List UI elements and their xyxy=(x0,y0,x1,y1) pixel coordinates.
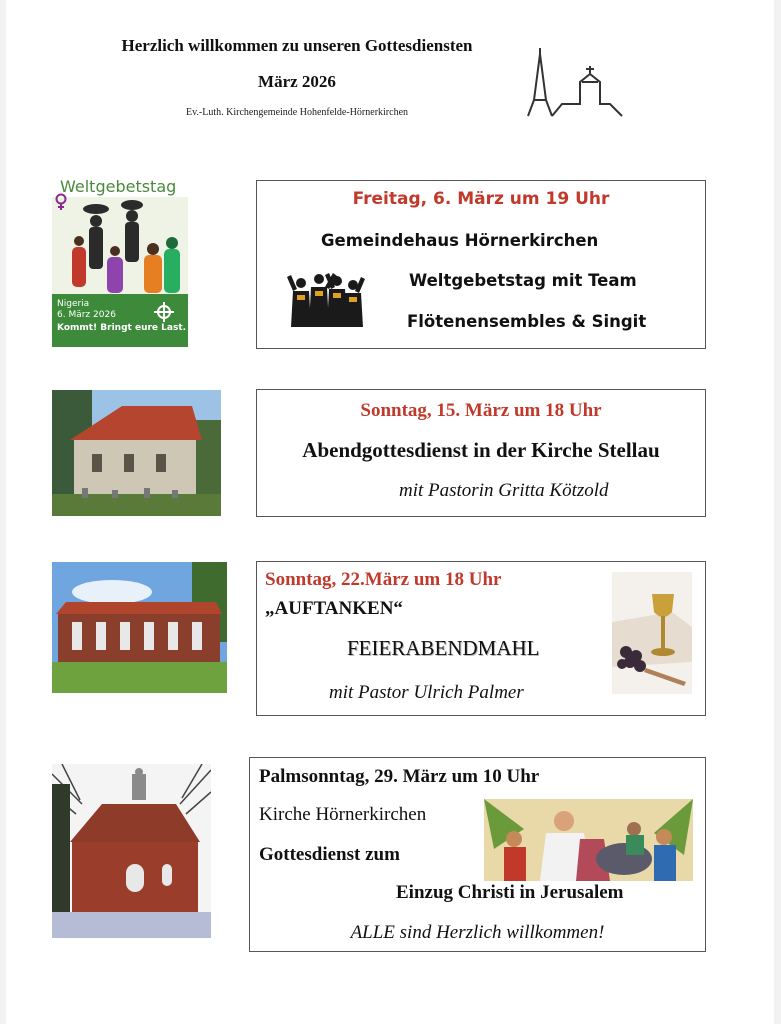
event-location: Gemeindehaus Hörnerkirchen xyxy=(321,231,599,250)
event-date: Palmsonntag, 29. März um 10 Uhr xyxy=(259,766,540,787)
church-logo-icon xyxy=(522,44,638,120)
page-month: März 2026 xyxy=(258,72,336,91)
event-note: ALLE sind Herzlich willkommen! xyxy=(350,922,605,943)
event-line2: Flötenensembles & Singit xyxy=(407,312,647,331)
venus-symbol-icon xyxy=(54,193,68,211)
poster-motto: Kommt! Bringt eure Last. xyxy=(57,323,187,333)
page xyxy=(6,0,774,1024)
page-title: Herzlich willkommen zu unseren Gottesdiensten xyxy=(121,36,473,55)
poster-band xyxy=(52,294,188,347)
event-title: „AUFTANKEN“ xyxy=(265,598,403,619)
communion-photo xyxy=(612,572,692,694)
event-line2: Einzug Christi in Jerusalem xyxy=(396,882,624,903)
event-card-3 xyxy=(256,561,706,716)
event-location: Kirche Hörnerkirchen xyxy=(259,804,427,825)
event-date: Freitag, 6. März um 19 Uhr xyxy=(352,189,610,209)
poster-title: Weltgebetstag xyxy=(60,177,177,196)
event-title: Abendgottesdienst in der Kirche Stellau xyxy=(302,438,660,462)
event-line1: Weltgebetstag mit Team xyxy=(409,271,637,290)
weltgebetstag-poster xyxy=(52,177,188,347)
palm-sunday-illustration xyxy=(484,799,693,881)
church-stellau-photo xyxy=(52,390,221,516)
poster-country: Nigeria xyxy=(57,299,90,309)
choir-icon xyxy=(287,269,365,331)
event-subtitle: FEIERABENDMAHL xyxy=(347,636,540,660)
event-leader: mit Pastorin Gritta Kötzold xyxy=(399,480,609,501)
kirche-hoernerkirchen-photo xyxy=(52,764,211,938)
page-subtitle: Ev.-Luth. Kirchengemeinde Hohenfelde-Hörnerkirchen xyxy=(185,107,409,118)
event-leader: mit Pastor Ulrich Palmer xyxy=(329,682,524,703)
celtic-cross-icon xyxy=(152,300,176,324)
poster-date: 6. März 2026 xyxy=(57,310,116,320)
women-illustration-icon xyxy=(52,197,188,294)
event-card-2 xyxy=(256,389,706,517)
gemeindehaus-photo xyxy=(52,562,227,693)
event-date: Sonntag, 15. März um 18 Uhr xyxy=(360,400,602,421)
event-card-4 xyxy=(249,757,706,952)
event-card-1 xyxy=(256,180,706,349)
event-line1: Gottesdienst zum xyxy=(259,844,400,865)
event-date: Sonntag, 22.März um 18 Uhr xyxy=(265,569,502,590)
